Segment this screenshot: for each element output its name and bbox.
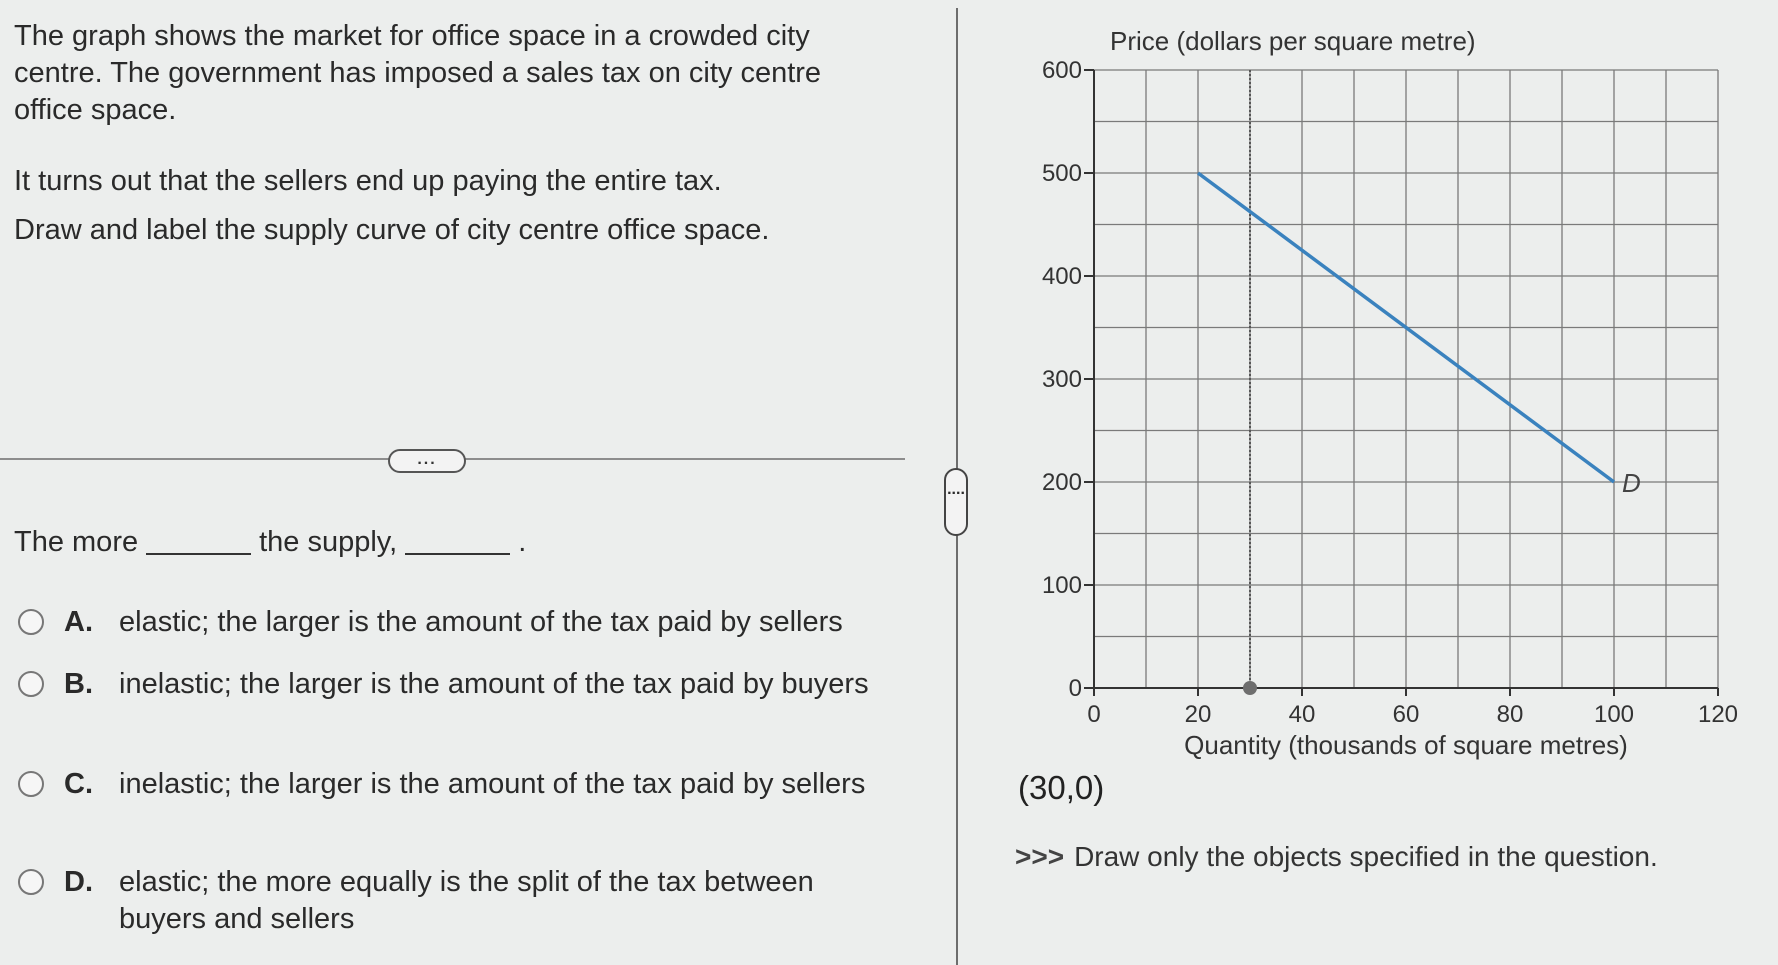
option-a-letter: A. [64, 606, 93, 638]
panel-resize-handle[interactable]: .... [944, 468, 968, 536]
option-d-text: elastic; the more equally is the split of the tax between buyers and sellers [119, 866, 814, 935]
question-finding: It turns out that the sellers end up paying the entire tax. [14, 165, 722, 197]
x-tick-label: 20 [1184, 701, 1212, 728]
x-axis-label: Quantity (thousands of square metres) [1184, 730, 1628, 760]
x-tick-label: 0 [1087, 701, 1101, 728]
supply-point [1243, 681, 1257, 695]
fill-in-end: . [518, 526, 527, 558]
demand-curve-label: D [1622, 468, 1641, 498]
fill-in-part1: The more [14, 526, 139, 558]
fill-in-part2: the supply, [259, 526, 398, 558]
y-axis-label: Price (dollars per square metre) [1110, 26, 1476, 56]
question-intro: The graph shows the market for office space in a crowded city centre. The government has imposed a sales tax on city centre office space. [14, 20, 822, 126]
x-tick-label: 40 [1288, 701, 1316, 728]
instruction-text [1015, 841, 1658, 873]
x-tick-label: 100 [1593, 701, 1635, 728]
option-d-letter: D. [64, 866, 93, 898]
y-tick-label: 200 [1041, 469, 1082, 496]
option-a-text: elastic; the larger is the amount of the tax paid by sellers [119, 606, 843, 638]
coordinate-readout: (30,0) [1018, 769, 1105, 806]
instruction-arrows: >>> [1015, 841, 1065, 872]
expand-more-button[interactable]: ... [388, 449, 466, 473]
x-tick-label: 80 [1496, 701, 1524, 728]
x-tick-label: 120 [1697, 701, 1739, 728]
y-tick-label: 400 [1041, 263, 1082, 290]
question-task: Draw and label the supply curve of city centre office space. [14, 214, 770, 246]
option-b-letter: B. [64, 668, 93, 700]
instruction-message: Draw only the objects specified in the question. [1074, 841, 1658, 872]
option-c-letter: C. [64, 768, 93, 800]
x-tick-label: 60 [1392, 701, 1420, 728]
option-b-text: inelastic; the larger is the amount of the tax paid by buyers [119, 668, 869, 700]
option-c-text: inelastic; the larger is the amount of the tax paid by sellers [119, 768, 866, 800]
y-tick-label: 100 [1041, 572, 1082, 599]
y-tick-label: 600 [1041, 57, 1082, 84]
y-tick-label: 300 [1041, 366, 1082, 393]
y-tick-label: 0 [1068, 675, 1082, 702]
y-tick-label: 500 [1041, 160, 1082, 187]
